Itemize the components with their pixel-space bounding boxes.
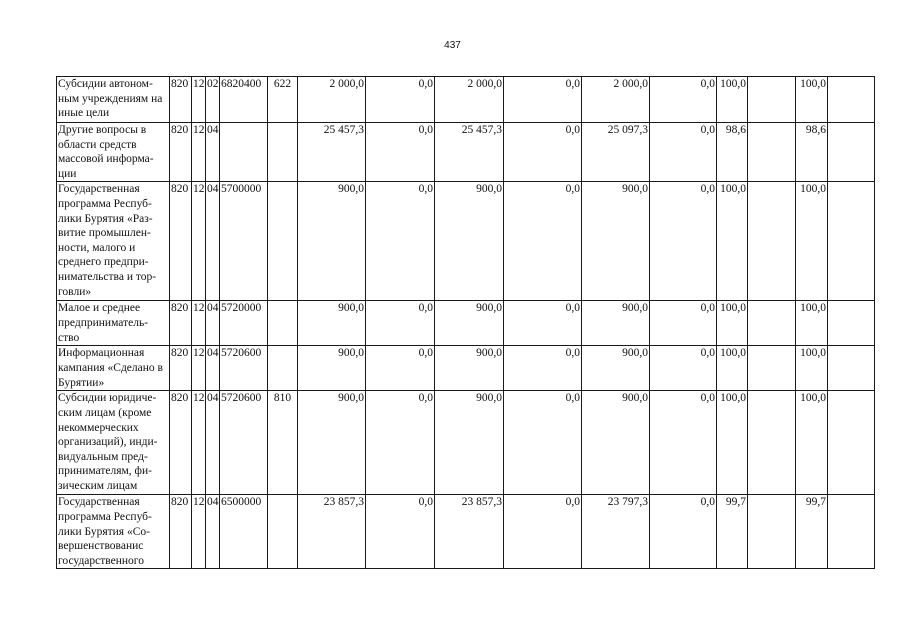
cell-gr: 820 [170, 77, 192, 123]
cell-value-5: 900,0 [582, 346, 650, 391]
cell-empty [748, 123, 796, 182]
cell-value-5: 900,0 [582, 182, 650, 301]
cell-percent-2: 100,0 [796, 77, 828, 123]
row-name: Субсидии юридиче-ским лицам (кроме некоммерческих организаций), инди-видуальным пред-принимателям, фи-зическим лицам [57, 391, 170, 495]
cell-vr [268, 182, 298, 301]
cell-percent-2: 100,0 [796, 346, 828, 391]
table-row [57, 346, 875, 391]
cell-value-6: 0,0 [650, 182, 717, 301]
cell-value-4: 0,0 [504, 77, 582, 123]
cell-percent-2: 98,6 [796, 123, 828, 182]
cell-gr: 820 [170, 346, 192, 391]
cell-value-5: 2 000,0 [582, 77, 650, 123]
row-name: Государственная программа Респуб-лики Бурятия «Со-вершенствованис государственного [57, 495, 170, 569]
cell-vr: 622 [268, 77, 298, 123]
cell-value-1: 900,0 [298, 301, 366, 346]
cell-percent-2: 100,0 [796, 301, 828, 346]
table-row [57, 391, 875, 495]
cell-empty [748, 301, 796, 346]
cell-pr: 04 [206, 301, 220, 346]
cell-value-5: 900,0 [582, 391, 650, 495]
cell-vr [268, 301, 298, 346]
cell-csr: 5720600 [220, 346, 268, 391]
cell-value-3: 2 000,0 [435, 77, 504, 123]
cell-csr: 5720600 [220, 391, 268, 495]
cell-empty [828, 391, 875, 495]
budget-table [56, 76, 875, 569]
cell-empty [828, 495, 875, 569]
table-row [57, 495, 875, 569]
cell-csr: 5720000 [220, 301, 268, 346]
cell-empty [748, 346, 796, 391]
cell-value-6: 0,0 [650, 123, 717, 182]
cell-value-3: 900,0 [435, 301, 504, 346]
table-row [57, 123, 875, 182]
cell-pr: 04 [206, 495, 220, 569]
row-name: Субсидии автоном-ным учреждениям на иные цели [57, 77, 170, 123]
cell-value-4: 0,0 [504, 391, 582, 495]
cell-value-1: 900,0 [298, 391, 366, 495]
cell-percent-1: 100,0 [717, 77, 748, 123]
cell-csr [220, 123, 268, 182]
cell-value-6: 0,0 [650, 301, 717, 346]
cell-value-2: 0,0 [366, 346, 435, 391]
cell-value-5: 23 797,3 [582, 495, 650, 569]
row-name: Информационная кампания «Сделано в Бурятии» [57, 346, 170, 391]
cell-pr: 02 [206, 77, 220, 123]
cell-percent-2: 100,0 [796, 182, 828, 301]
cell-empty [828, 346, 875, 391]
cell-empty [748, 182, 796, 301]
cell-percent-2: 99,7 [796, 495, 828, 569]
cell-value-6: 0,0 [650, 77, 717, 123]
cell-value-3: 25 457,3 [435, 123, 504, 182]
cell-empty [828, 182, 875, 301]
cell-pr: 04 [206, 123, 220, 182]
cell-empty [748, 495, 796, 569]
cell-vr: 810 [268, 391, 298, 495]
cell-value-4: 0,0 [504, 495, 582, 569]
cell-percent-2: 100,0 [796, 391, 828, 495]
cell-value-5: 900,0 [582, 301, 650, 346]
cell-value-2: 0,0 [366, 495, 435, 569]
cell-percent-1: 100,0 [717, 346, 748, 391]
cell-gr: 820 [170, 391, 192, 495]
cell-empty [828, 123, 875, 182]
cell-pr: 04 [206, 391, 220, 495]
cell-csr: 6820400 [220, 77, 268, 123]
cell-value-6: 0,0 [650, 391, 717, 495]
cell-pr: 04 [206, 182, 220, 301]
cell-rz: 12 [192, 123, 206, 182]
table-row [57, 77, 875, 123]
cell-value-4: 0,0 [504, 346, 582, 391]
cell-value-2: 0,0 [366, 391, 435, 495]
cell-value-2: 0,0 [366, 77, 435, 123]
cell-percent-1: 98,6 [717, 123, 748, 182]
cell-vr [268, 495, 298, 569]
cell-gr: 820 [170, 123, 192, 182]
row-name: Государственная программа Респуб-лики Бурятия «Раз-витие промышлен-ности, малого и среднего предпри-нимательства и тор-говли» [57, 182, 170, 301]
cell-value-3: 900,0 [435, 346, 504, 391]
cell-rz: 12 [192, 301, 206, 346]
cell-csr: 6500000 [220, 495, 268, 569]
cell-gr: 820 [170, 301, 192, 346]
cell-value-4: 0,0 [504, 301, 582, 346]
cell-value-1: 2 000,0 [298, 77, 366, 123]
cell-empty [748, 391, 796, 495]
cell-empty [748, 77, 796, 123]
cell-percent-1: 100,0 [717, 182, 748, 301]
cell-rz: 12 [192, 182, 206, 301]
cell-value-1: 23 857,3 [298, 495, 366, 569]
cell-value-6: 0,0 [650, 495, 717, 569]
cell-gr: 820 [170, 182, 192, 301]
cell-value-1: 900,0 [298, 346, 366, 391]
cell-csr: 5700000 [220, 182, 268, 301]
cell-pr: 04 [206, 346, 220, 391]
page-number: 437 [444, 40, 461, 51]
cell-empty [828, 301, 875, 346]
cell-value-2: 0,0 [366, 123, 435, 182]
row-name: Малое и среднее предприниматель-ство [57, 301, 170, 346]
cell-rz: 12 [192, 346, 206, 391]
cell-value-2: 0,0 [366, 301, 435, 346]
cell-value-4: 0,0 [504, 123, 582, 182]
cell-value-5: 25 097,3 [582, 123, 650, 182]
cell-value-3: 23 857,3 [435, 495, 504, 569]
cell-value-3: 900,0 [435, 182, 504, 301]
cell-rz: 12 [192, 495, 206, 569]
cell-value-4: 0,0 [504, 182, 582, 301]
cell-rz: 12 [192, 77, 206, 123]
cell-value-3: 900,0 [435, 391, 504, 495]
cell-value-6: 0,0 [650, 346, 717, 391]
cell-gr: 820 [170, 495, 192, 569]
cell-vr [268, 346, 298, 391]
cell-value-1: 25 457,3 [298, 123, 366, 182]
row-name: Другие вопросы в области средств массовой информа-ции [57, 123, 170, 182]
cell-percent-1: 100,0 [717, 301, 748, 346]
cell-percent-1: 99,7 [717, 495, 748, 569]
cell-value-1: 900,0 [298, 182, 366, 301]
table-row [57, 301, 875, 346]
cell-value-2: 0,0 [366, 182, 435, 301]
cell-percent-1: 100,0 [717, 391, 748, 495]
cell-rz: 12 [192, 391, 206, 495]
table-row [57, 182, 875, 301]
cell-empty [828, 77, 875, 123]
cell-vr [268, 123, 298, 182]
